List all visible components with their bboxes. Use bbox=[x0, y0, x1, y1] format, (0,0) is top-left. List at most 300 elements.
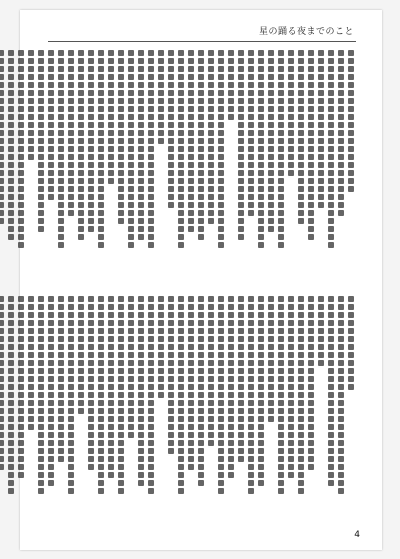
glyph bbox=[218, 114, 224, 120]
glyph bbox=[288, 464, 294, 470]
glyph bbox=[218, 296, 224, 302]
glyph bbox=[58, 312, 64, 318]
glyph bbox=[58, 400, 64, 406]
glyph bbox=[328, 304, 334, 310]
glyph bbox=[68, 58, 74, 64]
glyph bbox=[328, 432, 334, 438]
glyph bbox=[0, 312, 4, 318]
glyph bbox=[78, 58, 84, 64]
glyph bbox=[208, 74, 214, 80]
glyph bbox=[288, 448, 294, 454]
glyph bbox=[328, 210, 334, 216]
glyph bbox=[288, 82, 294, 88]
glyph bbox=[88, 218, 94, 224]
glyph bbox=[138, 448, 144, 454]
glyph bbox=[298, 122, 304, 128]
glyph bbox=[118, 456, 124, 462]
glyph bbox=[138, 58, 144, 64]
glyph bbox=[288, 106, 294, 112]
glyph bbox=[48, 424, 54, 430]
glyph bbox=[138, 344, 144, 350]
glyph bbox=[228, 320, 234, 326]
glyph bbox=[18, 304, 24, 310]
glyph bbox=[48, 376, 54, 382]
glyph bbox=[238, 66, 244, 72]
glyph bbox=[188, 376, 194, 382]
glyph bbox=[18, 130, 24, 136]
glyph bbox=[188, 162, 194, 168]
glyph bbox=[48, 320, 54, 326]
glyph bbox=[88, 432, 94, 438]
glyph bbox=[38, 210, 44, 216]
glyph bbox=[0, 352, 4, 358]
glyph bbox=[248, 352, 254, 358]
glyph bbox=[118, 352, 124, 358]
glyph bbox=[148, 328, 154, 334]
glyph bbox=[278, 82, 284, 88]
text-column bbox=[28, 50, 34, 282]
glyph bbox=[298, 312, 304, 318]
glyph bbox=[58, 106, 64, 112]
glyph bbox=[188, 448, 194, 454]
glyph bbox=[98, 304, 104, 310]
glyph bbox=[278, 456, 284, 462]
glyph bbox=[288, 320, 294, 326]
glyph bbox=[198, 146, 204, 152]
glyph bbox=[8, 122, 14, 128]
glyph bbox=[268, 58, 274, 64]
glyph bbox=[58, 82, 64, 88]
glyph bbox=[178, 178, 184, 184]
text-block-upper bbox=[50, 50, 354, 282]
glyph bbox=[208, 202, 214, 208]
glyph bbox=[278, 392, 284, 398]
glyph bbox=[138, 352, 144, 358]
glyph bbox=[98, 242, 104, 248]
glyph bbox=[118, 82, 124, 88]
page-number: 4 bbox=[354, 530, 360, 540]
glyph bbox=[298, 138, 304, 144]
glyph bbox=[258, 154, 264, 160]
glyph bbox=[148, 50, 154, 56]
glyph bbox=[158, 90, 164, 96]
glyph bbox=[128, 50, 134, 56]
glyph bbox=[48, 130, 54, 136]
glyph bbox=[168, 392, 174, 398]
glyph bbox=[328, 416, 334, 422]
glyph bbox=[318, 138, 324, 144]
glyph bbox=[308, 138, 314, 144]
glyph bbox=[318, 178, 324, 184]
glyph bbox=[308, 98, 314, 104]
glyph bbox=[98, 234, 104, 240]
glyph bbox=[48, 162, 54, 168]
glyph bbox=[48, 352, 54, 358]
glyph bbox=[278, 336, 284, 342]
text-column bbox=[238, 50, 244, 282]
glyph bbox=[288, 138, 294, 144]
glyph bbox=[298, 218, 304, 224]
glyph bbox=[78, 194, 84, 200]
glyph bbox=[348, 186, 354, 192]
glyph bbox=[208, 368, 214, 374]
glyph bbox=[28, 320, 34, 326]
glyph bbox=[78, 122, 84, 128]
glyph bbox=[218, 328, 224, 334]
text-column bbox=[238, 296, 244, 528]
glyph bbox=[228, 472, 234, 478]
glyph bbox=[298, 210, 304, 216]
glyph bbox=[38, 472, 44, 478]
glyph bbox=[308, 106, 314, 112]
glyph bbox=[158, 66, 164, 72]
glyph bbox=[108, 432, 114, 438]
glyph bbox=[188, 186, 194, 192]
glyph bbox=[318, 114, 324, 120]
glyph bbox=[258, 226, 264, 232]
glyph bbox=[218, 106, 224, 112]
text-column bbox=[218, 50, 224, 282]
glyph bbox=[218, 202, 224, 208]
glyph bbox=[218, 480, 224, 486]
glyph bbox=[218, 488, 224, 494]
glyph bbox=[88, 114, 94, 120]
glyph bbox=[128, 368, 134, 374]
glyph bbox=[88, 368, 94, 374]
glyph bbox=[68, 400, 74, 406]
glyph bbox=[38, 138, 44, 144]
glyph bbox=[208, 186, 214, 192]
glyph bbox=[248, 210, 254, 216]
glyph bbox=[198, 50, 204, 56]
glyph bbox=[8, 210, 14, 216]
glyph bbox=[228, 448, 234, 454]
glyph bbox=[88, 408, 94, 414]
glyph bbox=[108, 130, 114, 136]
glyph bbox=[58, 376, 64, 382]
glyph bbox=[318, 98, 324, 104]
glyph bbox=[188, 384, 194, 390]
glyph bbox=[118, 106, 124, 112]
glyph bbox=[128, 226, 134, 232]
glyph bbox=[98, 424, 104, 430]
glyph bbox=[328, 138, 334, 144]
glyph bbox=[58, 202, 64, 208]
glyph bbox=[178, 82, 184, 88]
glyph bbox=[198, 74, 204, 80]
glyph bbox=[38, 320, 44, 326]
glyph bbox=[338, 122, 344, 128]
glyph bbox=[48, 106, 54, 112]
glyph bbox=[38, 122, 44, 128]
glyph bbox=[308, 226, 314, 232]
glyph bbox=[318, 146, 324, 152]
glyph bbox=[178, 66, 184, 72]
glyph bbox=[138, 384, 144, 390]
glyph bbox=[98, 400, 104, 406]
glyph bbox=[98, 344, 104, 350]
glyph bbox=[298, 82, 304, 88]
glyph bbox=[278, 400, 284, 406]
glyph bbox=[168, 384, 174, 390]
glyph bbox=[138, 234, 144, 240]
glyph bbox=[338, 114, 344, 120]
glyph bbox=[148, 98, 154, 104]
glyph bbox=[218, 320, 224, 326]
glyph bbox=[298, 170, 304, 176]
glyph bbox=[258, 408, 264, 414]
glyph bbox=[298, 400, 304, 406]
glyph bbox=[108, 138, 114, 144]
glyph bbox=[78, 376, 84, 382]
glyph bbox=[238, 392, 244, 398]
glyph bbox=[288, 296, 294, 302]
glyph bbox=[248, 344, 254, 350]
glyph bbox=[8, 424, 14, 430]
glyph bbox=[268, 400, 274, 406]
glyph bbox=[188, 328, 194, 334]
glyph bbox=[178, 106, 184, 112]
glyph bbox=[308, 162, 314, 168]
glyph bbox=[318, 194, 324, 200]
glyph bbox=[298, 344, 304, 350]
glyph bbox=[148, 360, 154, 366]
glyph bbox=[118, 178, 124, 184]
glyph bbox=[0, 146, 4, 152]
glyph bbox=[148, 464, 154, 470]
text-block-lower bbox=[50, 296, 354, 528]
glyph bbox=[268, 66, 274, 72]
glyph bbox=[28, 376, 34, 382]
glyph bbox=[168, 146, 174, 152]
glyph bbox=[48, 194, 54, 200]
glyph bbox=[158, 114, 164, 120]
glyph bbox=[28, 368, 34, 374]
glyph bbox=[108, 464, 114, 470]
glyph bbox=[158, 74, 164, 80]
glyph bbox=[88, 336, 94, 342]
glyph bbox=[168, 138, 174, 144]
glyph bbox=[0, 336, 4, 342]
glyph bbox=[258, 178, 264, 184]
glyph bbox=[18, 194, 24, 200]
glyph bbox=[8, 194, 14, 200]
glyph bbox=[268, 154, 274, 160]
text-column bbox=[168, 296, 174, 528]
glyph bbox=[258, 320, 264, 326]
text-column bbox=[268, 50, 274, 282]
text-column bbox=[178, 296, 184, 528]
glyph bbox=[318, 304, 324, 310]
glyph bbox=[28, 392, 34, 398]
glyph bbox=[218, 440, 224, 446]
glyph bbox=[38, 416, 44, 422]
glyph bbox=[88, 424, 94, 430]
glyph bbox=[18, 146, 24, 152]
glyph bbox=[108, 170, 114, 176]
glyph bbox=[108, 122, 114, 128]
glyph bbox=[298, 304, 304, 310]
glyph bbox=[68, 352, 74, 358]
glyph bbox=[198, 186, 204, 192]
glyph bbox=[8, 178, 14, 184]
glyph bbox=[48, 440, 54, 446]
glyph bbox=[258, 74, 264, 80]
glyph bbox=[218, 58, 224, 64]
glyph bbox=[188, 66, 194, 72]
glyph bbox=[8, 226, 14, 232]
glyph bbox=[48, 304, 54, 310]
glyph bbox=[178, 448, 184, 454]
glyph bbox=[138, 440, 144, 446]
glyph bbox=[88, 296, 94, 302]
text-column bbox=[58, 50, 64, 282]
glyph bbox=[138, 178, 144, 184]
glyph bbox=[308, 440, 314, 446]
glyph bbox=[148, 368, 154, 374]
glyph bbox=[288, 392, 294, 398]
glyph bbox=[148, 352, 154, 358]
glyph bbox=[228, 296, 234, 302]
glyph bbox=[88, 186, 94, 192]
glyph bbox=[38, 226, 44, 232]
glyph bbox=[38, 202, 44, 208]
glyph bbox=[278, 296, 284, 302]
glyph bbox=[78, 130, 84, 136]
glyph bbox=[218, 138, 224, 144]
glyph bbox=[168, 186, 174, 192]
glyph bbox=[8, 162, 14, 168]
glyph bbox=[238, 130, 244, 136]
glyph bbox=[38, 50, 44, 56]
glyph bbox=[248, 296, 254, 302]
glyph bbox=[148, 296, 154, 302]
glyph bbox=[28, 74, 34, 80]
glyph bbox=[88, 400, 94, 406]
text-column bbox=[168, 50, 174, 282]
glyph bbox=[138, 424, 144, 430]
glyph bbox=[18, 360, 24, 366]
glyph bbox=[228, 384, 234, 390]
glyph bbox=[198, 296, 204, 302]
glyph bbox=[248, 202, 254, 208]
glyph bbox=[198, 162, 204, 168]
glyph bbox=[8, 400, 14, 406]
glyph bbox=[118, 448, 124, 454]
glyph bbox=[118, 360, 124, 366]
glyph bbox=[88, 74, 94, 80]
glyph bbox=[18, 472, 24, 478]
glyph bbox=[38, 376, 44, 382]
glyph bbox=[148, 400, 154, 406]
glyph bbox=[288, 424, 294, 430]
glyph bbox=[168, 304, 174, 310]
glyph bbox=[288, 416, 294, 422]
glyph bbox=[118, 432, 124, 438]
glyph bbox=[108, 440, 114, 446]
glyph bbox=[138, 74, 144, 80]
glyph bbox=[108, 424, 114, 430]
glyph bbox=[338, 320, 344, 326]
glyph bbox=[188, 170, 194, 176]
glyph bbox=[168, 202, 174, 208]
glyph bbox=[208, 162, 214, 168]
glyph bbox=[178, 186, 184, 192]
glyph bbox=[148, 154, 154, 160]
glyph bbox=[188, 456, 194, 462]
glyph bbox=[258, 416, 264, 422]
glyph bbox=[108, 456, 114, 462]
glyph bbox=[8, 202, 14, 208]
glyph bbox=[68, 82, 74, 88]
glyph bbox=[348, 360, 354, 366]
glyph bbox=[58, 154, 64, 160]
glyph bbox=[78, 178, 84, 184]
glyph bbox=[138, 464, 144, 470]
glyph bbox=[18, 432, 24, 438]
glyph bbox=[48, 66, 54, 72]
glyph bbox=[198, 226, 204, 232]
glyph bbox=[78, 352, 84, 358]
glyph bbox=[338, 146, 344, 152]
glyph bbox=[288, 456, 294, 462]
glyph bbox=[258, 186, 264, 192]
glyph bbox=[198, 408, 204, 414]
glyph bbox=[78, 74, 84, 80]
glyph bbox=[278, 376, 284, 382]
glyph bbox=[328, 66, 334, 72]
glyph bbox=[258, 82, 264, 88]
glyph bbox=[248, 392, 254, 398]
glyph bbox=[228, 328, 234, 334]
glyph bbox=[308, 312, 314, 318]
glyph bbox=[328, 90, 334, 96]
glyph bbox=[98, 130, 104, 136]
glyph bbox=[218, 344, 224, 350]
glyph bbox=[328, 234, 334, 240]
glyph bbox=[258, 448, 264, 454]
glyph bbox=[0, 360, 4, 366]
glyph bbox=[328, 114, 334, 120]
glyph bbox=[308, 296, 314, 302]
glyph bbox=[198, 352, 204, 358]
glyph bbox=[178, 130, 184, 136]
glyph bbox=[218, 122, 224, 128]
glyph bbox=[318, 352, 324, 358]
glyph bbox=[308, 178, 314, 184]
glyph bbox=[338, 170, 344, 176]
glyph bbox=[188, 360, 194, 366]
glyph bbox=[148, 186, 154, 192]
text-column bbox=[98, 50, 104, 282]
glyph bbox=[298, 352, 304, 358]
glyph bbox=[48, 368, 54, 374]
glyph bbox=[138, 130, 144, 136]
glyph bbox=[198, 304, 204, 310]
glyph bbox=[128, 336, 134, 342]
glyph bbox=[208, 400, 214, 406]
glyph bbox=[318, 82, 324, 88]
glyph bbox=[78, 98, 84, 104]
glyph bbox=[278, 186, 284, 192]
glyph bbox=[178, 226, 184, 232]
glyph bbox=[308, 456, 314, 462]
glyph bbox=[178, 242, 184, 248]
glyph bbox=[18, 408, 24, 414]
text-column bbox=[8, 50, 14, 282]
glyph bbox=[58, 146, 64, 152]
glyph bbox=[48, 384, 54, 390]
